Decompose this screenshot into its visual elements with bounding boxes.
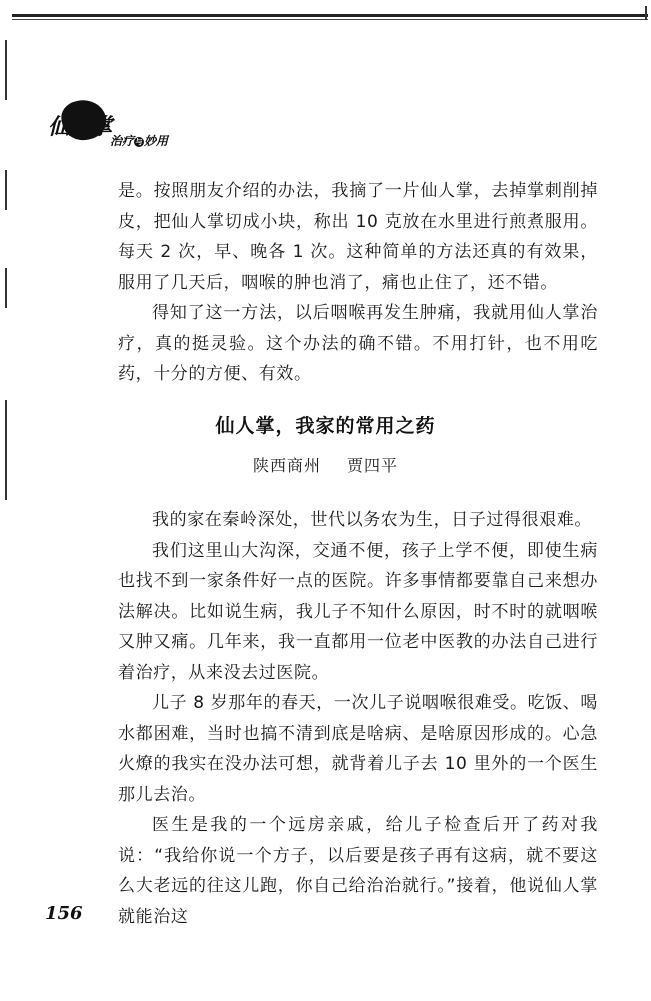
article-byline [0,453,651,476]
paragraph: 医生是我的一个远房亲戚，给儿子检查后开了药对我说：“我给你说一个方子，以后要是孩子再有这病，就不要这么大老远的往这儿跑，你自己给治治就行。”接着，他说仙人掌就能治这 [118,815,598,927]
logo-subtitle-part2: 妙用 [144,134,169,148]
logo-dot-glyph: 与 [135,137,143,146]
margin-mark [5,268,7,308]
book-header-logo [48,98,248,150]
page-number: 156 [45,903,83,924]
top-border-rule-thin [12,19,648,20]
paragraph: 是。按照朋友介绍的办法，我摘了一片仙人掌，去掉掌刺削掉皮，把仙人掌切成小块，称出 10 克放在水里进行煎煮服用。每天 2 次，早、晚各 1 次。这种简单的方法还真的有效果，服用了几天后，咽喉的肿也消了，痛也止住了，还不错。 [118,181,598,293]
paragraph: 我的家在秦岭深处，世代以务农为生，日子过得很艰难。 [152,510,592,530]
margin-mark [5,170,7,210]
logo-subtitle-part1: 治疗 [110,134,135,148]
logo-subtitle [110,132,168,149]
continued-text-block [118,176,598,390]
paragraph: 儿子 8 岁那年的春天，一次儿子说咽喉很难受。吃饭、喝水都困难，当时也搞不清到底是啥病、是啥原因形成的。心急火燎的我实在没办法可想，就背着儿子去 10 里外的一个医生那儿去治。 [118,693,598,805]
paragraph: 得知了这一方法，以后咽喉再发生肿痛，我就用仙人掌治疗，真的挺灵验。这个办法的确不错。不用打针，也不用吃药，十分的方便、有效。 [118,303,598,384]
corner-mark [635,6,647,20]
author-name: 贾四平 [347,456,399,475]
logo-title: 仙人掌 [48,114,112,140]
article-body [118,505,598,932]
margin-mark [5,40,7,100]
top-border-rule [12,14,648,17]
paragraph: 我们这里山大沟深，交通不便，孩子上学不便，即使生病也找不到一家条件好一点的医院。许多事情都要靠自己来想办法解决。比如说生病，我儿子不知什么原因，时不时的就咽喉又肿又痛。几年来，我一直都用一位老中医教的办法自己进行着治疗，从来没去过医院。 [118,540,598,683]
author-location: 陕西商州 [252,456,321,475]
article-title: 仙人掌，我家的常用之药 [215,415,436,437]
